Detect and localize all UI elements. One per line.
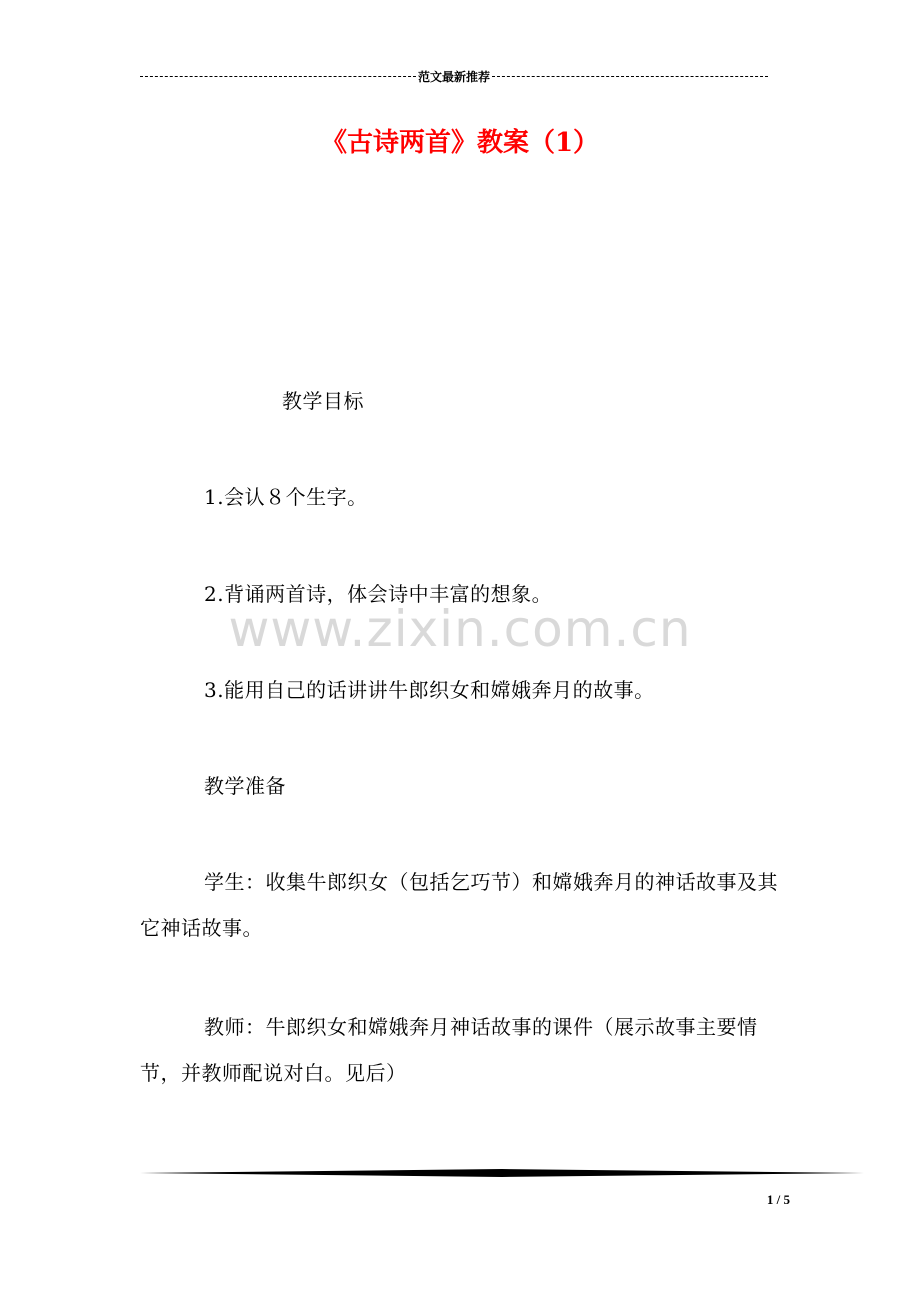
header-line — [140, 66, 768, 86]
heading-prep: 教学准备 — [204, 774, 286, 798]
goal-item-1: 1.会认８个生字。 — [204, 485, 368, 509]
goal-item-3: 3.能用自己的话讲讲牛郎织女和嫦娥奔月的故事。 — [204, 678, 655, 702]
heading-goals: 教学目标 — [282, 389, 364, 413]
page-number: 1 / 5 — [766, 1192, 790, 1207]
watermark: www.zixin.com.cn — [228, 600, 692, 658]
goal-item-2: 2.背诵两首诗，体会诗中丰富的想象。 — [204, 582, 553, 606]
header-label: 范文最新推荐 — [418, 69, 491, 84]
prep-student: 学生：收集牛郎织女（包括乞巧节）和嫦娥奔月的神话故事及其它神话故事。 — [140, 870, 778, 940]
prep-teacher: 教师：牛郎织女和嫦娥奔月神话故事的课件（展示故事主要情节，并教师配说对白。见后） — [140, 1015, 758, 1085]
header-dashes-left — [140, 76, 416, 77]
header-dashes-right — [492, 76, 768, 77]
footer-rule — [140, 1169, 864, 1177]
document-title: 《古诗两首》教案（1） — [320, 128, 600, 158]
